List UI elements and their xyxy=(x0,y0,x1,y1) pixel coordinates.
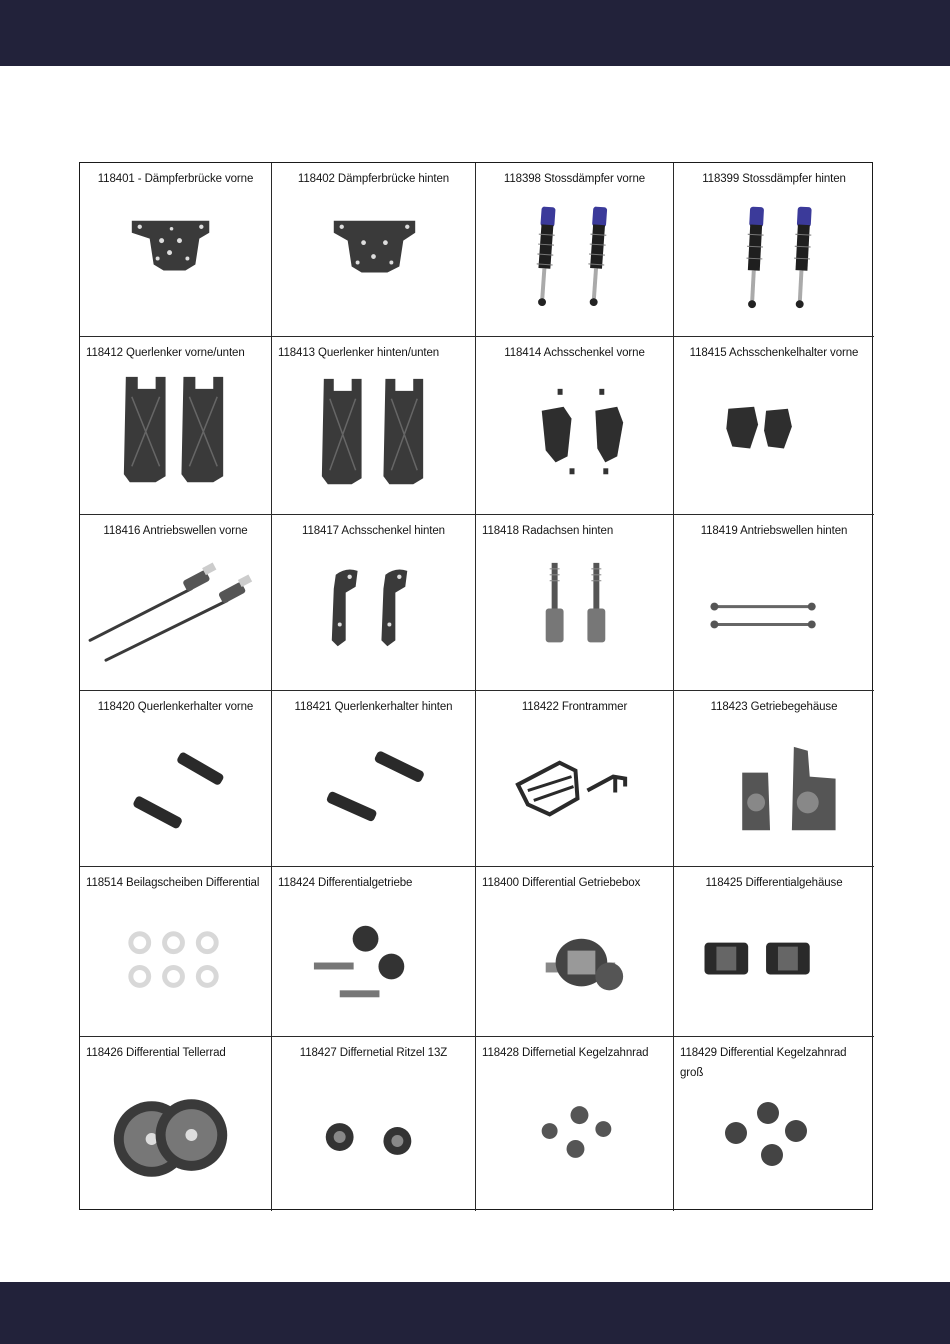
part-label: 118399 Stossdämpfer hinten xyxy=(702,173,846,185)
diff-box-image xyxy=(476,897,673,1036)
part-label: 118402 Dämpferbrücke hinten xyxy=(297,173,450,185)
shock-tower-front-image xyxy=(80,193,271,336)
lower-arms-rear-image xyxy=(272,367,475,514)
part-cell xyxy=(674,337,874,515)
part-label: 118426 Differential Tellerrad xyxy=(86,1047,226,1059)
part-cell xyxy=(674,691,874,867)
diff-gears-image xyxy=(272,897,475,1036)
shock-tower-rear-image xyxy=(272,193,475,336)
part-cell xyxy=(272,515,476,691)
part-cell xyxy=(674,1037,874,1211)
part-label: 118429 Differential Kegelzahnrad groß xyxy=(680,1047,847,1079)
bevel-gears-small-image xyxy=(476,1067,673,1211)
part-label: 118398 Stossdämpfer vorne xyxy=(503,173,646,185)
part-cell xyxy=(476,867,674,1037)
part-label: 118415 Achsschenkelhalter vorne xyxy=(689,347,859,359)
arm-mounts-front-image xyxy=(80,721,271,866)
part-label: 118424 Differentialgetriebe xyxy=(278,877,413,889)
part-cell xyxy=(476,337,674,515)
part-label: 118414 Achsschenkel vorne xyxy=(504,347,645,359)
part-label: 118428 Differnetial Kegelzahnrad xyxy=(482,1047,649,1059)
bumper-image xyxy=(476,721,673,866)
part-cell xyxy=(272,1037,476,1211)
lower-arms-front-image xyxy=(80,367,271,514)
part-cell xyxy=(80,163,272,337)
drive-shafts-front-image xyxy=(80,545,271,690)
steering-knuckles-front-image xyxy=(476,367,673,514)
part-cell xyxy=(80,867,272,1037)
part-cell xyxy=(674,867,874,1037)
part-label: 118423 Getriebegehäuse xyxy=(710,701,838,713)
shock-absorbers-front-image xyxy=(476,193,673,336)
part-label: 118514 Beilagscheiben Differential xyxy=(86,877,260,889)
part-label: 118421 Querlenkerhalter hinten xyxy=(294,701,453,713)
part-cell xyxy=(272,337,476,515)
bevel-gears-large-image xyxy=(674,1067,874,1211)
arm-mounts-rear-image xyxy=(272,721,475,866)
part-label: 118427 Differnetial Ritzel 13Z xyxy=(299,1047,448,1059)
part-label: 118425 Differentialgehäuse xyxy=(705,877,843,889)
dogbones-image xyxy=(674,545,874,690)
shims-image xyxy=(80,897,271,1036)
parts-table xyxy=(79,162,873,1210)
part-label: 118419 Antriebswellen hinten xyxy=(700,525,848,537)
part-cell xyxy=(80,515,272,691)
part-cell xyxy=(80,337,272,515)
part-label: 118420 Querlenkerhalter vorne xyxy=(97,701,254,713)
part-cell xyxy=(476,691,674,867)
ring-gears-image xyxy=(80,1067,271,1211)
part-cell xyxy=(272,691,476,867)
part-cell xyxy=(80,1037,272,1211)
part-cell xyxy=(674,515,874,691)
pinions-image xyxy=(272,1067,475,1211)
part-label: 118418 Radachsen hinten xyxy=(482,525,614,537)
part-label: 118412 Querlenker vorne/unten xyxy=(86,347,245,359)
part-cell xyxy=(476,163,674,337)
axles-image xyxy=(476,545,673,690)
part-label: 118422 Frontrammer xyxy=(521,701,628,713)
part-label: 118417 Achsschenkel hinten xyxy=(302,525,445,537)
shock-absorbers-rear-image xyxy=(674,193,874,336)
part-cell xyxy=(476,1037,674,1211)
knuckle-carriers-front-image xyxy=(674,367,874,514)
part-label: 118413 Querlenker hinten/unten xyxy=(278,347,440,359)
part-cell xyxy=(80,691,272,867)
part-cell xyxy=(476,515,674,691)
gearbox-housing-image xyxy=(674,721,874,866)
rear-hubs-image xyxy=(272,545,475,690)
part-label: 118401 - Dämpferbrücke vorne xyxy=(97,173,254,185)
diff-case-image xyxy=(674,897,874,1036)
part-cell xyxy=(272,163,476,337)
part-cell xyxy=(674,163,874,337)
footer-band xyxy=(0,1282,950,1344)
part-label: 118400 Differential Getriebebox xyxy=(482,877,641,889)
header-band xyxy=(0,0,950,66)
part-cell xyxy=(272,867,476,1037)
part-label: 118416 Antriebswellen vorne xyxy=(103,525,248,537)
